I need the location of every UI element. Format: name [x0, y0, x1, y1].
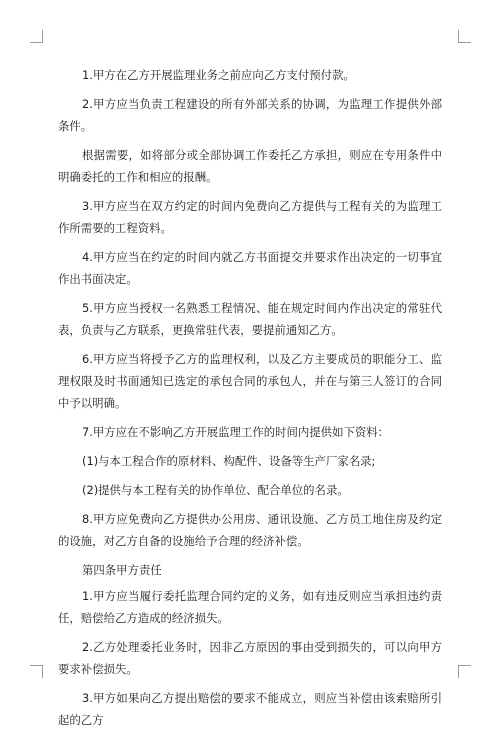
- paragraph-materials-list-intro: 7.甲方应在不影响乙方开展监理工作的时间内提供如下资料：: [82, 425, 390, 439]
- paragraph-external-coordination: 2.甲方应当负责工程建设的所有外部关系的协调，为监理工作提供外部条件。: [58, 97, 442, 133]
- paragraph-claim-compensation: 3.甲方如果向乙方提出赔偿的要求不能成立，则应当补偿由该索赔所引起的乙方: [58, 691, 442, 727]
- paragraph-breach-liability: 1.甲方应当履行委托监理合同约定的义务，如有违反则应当承担违约责任，赔偿给乙方造成的经济损失。: [58, 589, 442, 625]
- paragraph-facilities: 8.甲方应免费向乙方提供办公用房、通讯设施、乙方员工地住房及约定的设施，对乙方自备的设施给予合理的经济补偿。: [58, 512, 442, 548]
- list-item-cooperating-units: (2)提供与本工程有关的协作单位、配合单位的名录。: [82, 483, 349, 497]
- section-heading-party-a-liability: 第四条甲方责任: [82, 563, 162, 577]
- paragraph-delegated-coordination: 根据需要，如将部分或全部协调工作委托乙方承担，则应在专用条件中明确委托的工作和相应的报酬。: [58, 148, 442, 184]
- paragraph-loss-compensation: 2.乙方处理委托业务时，因非乙方原因的事由受到损失的，可以向甲方要求补偿损失。: [58, 640, 442, 676]
- crop-mark-bottom-left: [30, 665, 43, 678]
- list-item-manufacturers: (1)与本工程合作的原材料、构配件、设备等生产厂家名录;: [82, 454, 376, 468]
- paragraph-supervision-authority: 6.甲方应当将授予乙方的监理权利，以及乙方主要成员的职能分工、监理权限及时书面通知已选定的承包合同的承包人，并在与第三人签订的合同中予以明确。: [58, 352, 442, 410]
- paragraph-resident-representative: 5.甲方应当授权一名熟悉工程情况、能在规定时间内作出决定的常驻代表，负责与乙方联系，更换常驻代表，要提前通知乙方。: [58, 301, 442, 337]
- crop-mark-top-right: [458, 30, 471, 43]
- paragraph-project-materials: 3.甲方应当在双方约定的时间内免费向乙方提供与工程有关的为监理工作所需要的工程资料。: [58, 199, 442, 235]
- crop-mark-bottom-right: [458, 665, 471, 678]
- document-body: [58, 64, 442, 738]
- crop-mark-top-left: [30, 30, 43, 43]
- paragraph-written-decisions: 4.甲方应当在约定的时间内就乙方书面提交并要求作出决定的一切事宜作出书面决定。: [58, 250, 442, 286]
- paragraph-advance-payment: 1.甲方在乙方开展监理业务之前应向乙方支付预付款。: [82, 68, 355, 82]
